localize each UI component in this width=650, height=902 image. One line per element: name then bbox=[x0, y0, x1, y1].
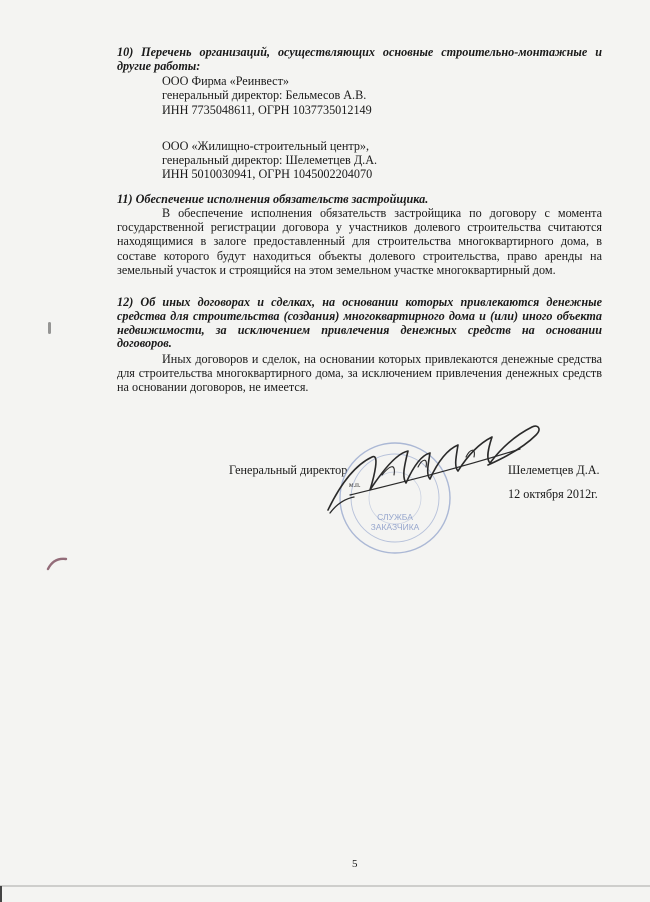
signatory-title: Генеральный директор bbox=[229, 463, 348, 477]
scan-mark bbox=[0, 886, 2, 902]
org2-ids: ИНН 5010030941, ОГРН 1045002204070 bbox=[162, 167, 373, 181]
signature-date: 12 октября 2012г. bbox=[508, 487, 598, 501]
stamp-place-label: м.п. bbox=[349, 481, 361, 489]
section-12-heading: 12) Об иных договорах и сделках, на основании которых привлекаются денежные средства для строительства (создания) многоквартирного дома и (или) иного объекта недвижимости, за исключением привлечения денежных средств на основании договоров. bbox=[117, 295, 602, 351]
scan-mark bbox=[48, 322, 51, 334]
handwritten-signature bbox=[310, 405, 560, 525]
section-10-heading: 10) Перечень организаций, осуществляющих основные строительно-монтажные и другие работы: bbox=[117, 45, 602, 73]
org2-director: генеральный директор: Шелеметцев Д.А. bbox=[162, 153, 378, 167]
page-number: 5 bbox=[352, 858, 358, 870]
section-11-heading: 11) Обеспечение исполнения обязательств застройщика. bbox=[117, 192, 429, 206]
seal-text-line2: ЗАКАЗЧИКА bbox=[370, 522, 420, 532]
org2-name: ООО «Жилищно-строительный центр», bbox=[162, 139, 370, 153]
seal-text-line1: СЛУЖБА bbox=[377, 512, 413, 522]
section-11-body: В обеспечение исполнения обязательств застройщика по договору с момента государственной регистрации договора у участников долевого строительства считаются находящимися в залоге предоставленный для строительства многоквартирного дома, в составе которого будут находиться объекты долевого строительства, право аренды на земельный участок и строящийся на этом земельном участке многоквартирный дом. bbox=[117, 206, 602, 277]
org1-name: ООО Фирма «Реинвест» bbox=[162, 74, 289, 88]
scan-mark bbox=[44, 555, 70, 573]
org1-director: генеральный директор: Бельмесов А.В. bbox=[162, 88, 367, 102]
signatory-name: Шелеметцев Д.А. bbox=[508, 463, 600, 477]
scan-edge-line bbox=[0, 885, 650, 887]
section-12-body: Иных договоров и сделок, на основании которых привлекаются денежные средства для строительства многоквартирного дома, за исключением привлечения денежных средств на основании договоров, не имеется. bbox=[117, 352, 602, 395]
org1-ids: ИНН 7735048611, ОГРН 1037735012149 bbox=[162, 103, 372, 117]
